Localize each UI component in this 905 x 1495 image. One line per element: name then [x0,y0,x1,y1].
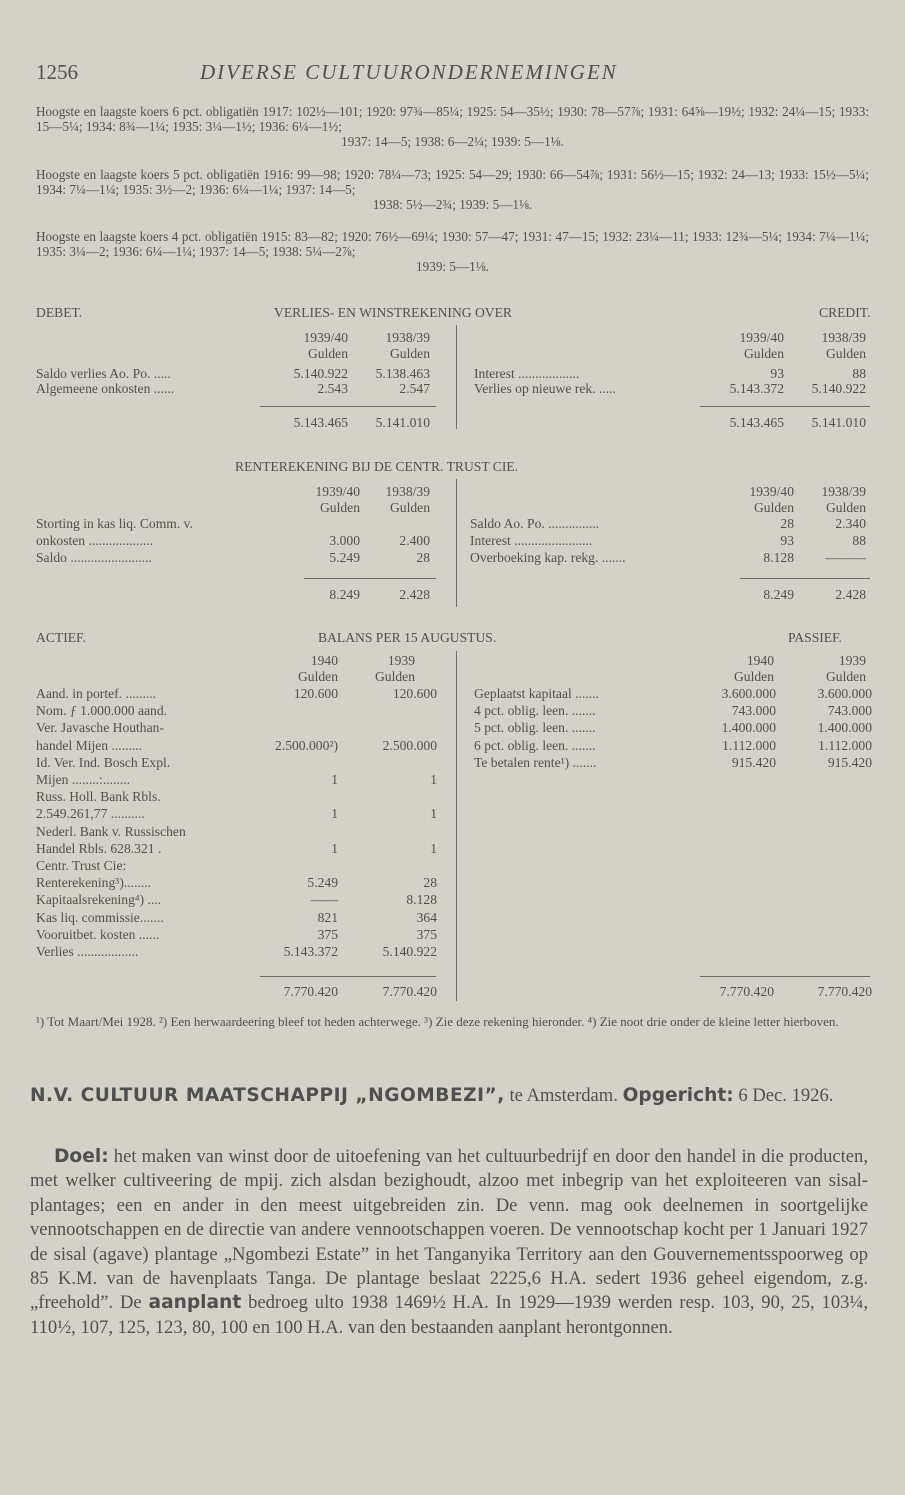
value-cell: 1 [331,806,338,822]
year-header: 1939/40 [315,484,360,499]
unit-header: Gulden [825,669,866,684]
row-label: Centr. Trust Cie: [36,858,127,873]
year-header: 1938/39 [821,330,866,345]
debet-label: DEBET. [36,305,83,320]
balans-title: BALANS PER 15 AUGUSTUS. [318,630,497,645]
renterekening-title: RENTEREKENING BIJ DE CENTR. TRUST CIE. [235,459,519,474]
row-label: Saldo verlies Ao. Po. ..... [36,366,171,381]
table-divider [456,479,457,607]
value-cell: 120.600 [392,686,437,701]
row-label: Interest ....................... [470,533,593,548]
value-cell: 5.249 [329,550,360,565]
row-label: 4 pct. oblig. leen. ....... [474,703,596,719]
row-label: 6 pct. oblig. leen. ....... [474,737,596,753]
total-rule [700,406,870,407]
page-number: 1256 [36,60,78,84]
total-rule [260,976,436,977]
value-cell: 1 [331,772,338,787]
value-cell: 915.420 [827,754,872,770]
koers-text: Hoogste en laagste koers 5 pct. obligatiën 1916: 99—98; 1920: 78¼—73; 1925: 54—29; 1930: 66—54⅞; 1931: 56½—15; 1932: 24—13; 1933: 15½—5¼; 1934: 7¼—1¼; 1935: 3½—2; 1936: 6¼—1¼; 1937: 14—5; [36,167,869,197]
value-cell: 3.600.000 [817,686,872,701]
value-cell: 2.500.000²) [275,737,338,753]
row-label: Interest .................. [474,366,580,381]
unit-header: Gulden [753,500,794,515]
row-label: Verlies .................. [36,944,139,959]
year-header: 1938/39 [385,484,430,499]
total-value: 2.428 [399,587,430,602]
value-cell: 3.600.000 [721,686,776,701]
row-label: Vooruitbet. kosten ...... [36,926,160,942]
opgericht-date: 6 Dec. 1926. [733,1085,834,1106]
value-cell: 5.140.922 [293,366,348,381]
row-label: Nom. ƒ 1.000.000 aand. [36,703,168,719]
value-cell: 28 [416,550,430,565]
year-header: 1939/40 [303,330,348,345]
total-value: 8.249 [329,587,360,602]
unit-header: Gulden [307,346,348,361]
value-cell: 2.340 [835,516,866,531]
value-cell: 1 [430,806,437,822]
value-cell: 8.128 [763,550,794,565]
value-cell: 2.547 [399,381,430,396]
unit-header: Gulden [733,669,774,684]
row-label: Kapitaalsrekening⁴) .... [36,892,162,908]
total-rule [260,406,436,407]
row-label: handel Mijen ......... [36,737,143,753]
doel-text-continued: bedroeg ulto 1938 1469½ H.A. In 1929—1939 werden resp. 103, 90, 25, 103¼, 110½, 107, 125, 123, 80, 100 en 100 H.A. van den bestaanden aanplant herontgonnen. [30,1292,869,1338]
total-value: 7.770.420 [719,984,774,999]
year-header: 1938/39 [385,330,430,345]
koers-text-last: 1938: 5½—2¾; 1939: 5—1⅛. [372,197,533,212]
row-label: Verlies op nieuwe rek. ..... [474,381,616,396]
value-cell: 3.000 [329,533,360,548]
row-label: Russ. Holl. Bank Rbls. [36,789,161,805]
company-name: N.V. CULTUUR MAATSCHAPPIJ „NGOMBEZI”, [30,1085,505,1106]
actief-label: ACTIEF. [36,630,86,645]
row-label: Algemeene onkosten ...... [36,381,175,396]
value-cell: 364 [416,909,437,925]
value-cell: 8.128 [406,892,437,908]
unit-header: Gulden [297,669,338,684]
row-label: Ver. Javasche Houthan- [36,720,164,736]
row-label: Saldo Ao. Po. ............... [470,516,600,531]
year-header: 1939 [387,653,415,668]
value-cell: 821 [317,909,338,925]
koers-paragraph-6pct [36,104,869,149]
row-label: Id. Ver. Ind. Bosch Expl. [36,754,171,770]
value-cell: 1 [430,772,437,787]
year-header: 1939/40 [739,330,784,345]
unit-header: Gulden [389,346,430,361]
company-heading-paragraph [30,1084,868,1108]
credit-label: CREDIT. [819,305,871,320]
doel-paragraph [30,1145,868,1340]
value-cell: 5.143.372 [283,944,338,959]
row-label: Handel Rbls. 628.321 . [36,840,162,856]
koers-paragraph-5pct [36,167,869,212]
unit-header: Gulden [374,669,415,684]
total-value: 7.770.420 [283,984,338,999]
value-cell: 1.112.000 [818,737,872,753]
value-cell: 1.112.000 [722,737,776,753]
value-cell: 743.000 [731,703,776,719]
total-rule [700,976,870,977]
page-header [36,60,869,90]
value-cell: 88 [852,366,866,381]
row-label: onkosten ................... [36,533,154,548]
value-cell: 1 [430,840,437,856]
value-cell: 5.138.463 [375,366,430,381]
year-header: 1940 [746,653,774,668]
opgericht-label: Opgericht: [622,1085,734,1106]
year-header: 1939 [838,653,866,668]
total-value: 5.141.010 [811,415,866,430]
value-cell: 1.400.000 [817,720,872,736]
value-cell: 743.000 [827,703,872,719]
value-cell: 2.543 [317,381,348,396]
doel-label: Doel: [54,1146,109,1167]
koers-text: Hoogste en laagste koers 6 pct. obligatiën 1917: 102½—101; 1920: 97¾—85¼; 1925: 54—35½; 1930: 78—57⅞; 1931: 64⅝—19½; 1932: 24¼—15; 1933: 15—5¼; 1934: 8¾—1¼; 1935: 3¼—1½; 1936: 6¼—1½; [36,104,869,134]
koers-text: Hoogste en laagste koers 4 pct. obligatiën 1915: 83—82; 1920: 76½—69¼; 1930: 57—47; 1931: 47—15; 1932: 23¼—11; 1933: 12¾—5¼; 1934: 7¼—1¼; 1935: 3¼—2; 1936: 6¼—1¼; 1937: 14—5; 1938: 5¼—2⅞; [36,229,869,259]
total-value: 7.770.420 [382,984,437,999]
value-cell: 120.600 [293,686,338,701]
total-value: 2.428 [835,587,866,602]
table-divider [456,651,457,1001]
value-cell: 93 [780,533,794,548]
value-cell: 28 [780,516,794,531]
koers-paragraph-4pct [36,229,869,274]
value-cell: 1 [331,840,338,856]
row-label: Overboeking kap. rekg. ....... [470,550,626,565]
row-label: Aand. in portef. ......... [36,686,157,701]
unit-header: Gulden [825,500,866,515]
row-label: Renterekening³)........ [36,875,152,891]
unit-header: Gulden [743,346,784,361]
total-value: 5.143.465 [293,415,348,430]
value-cell: 1.400.000 [721,720,776,736]
value-cell: 375 [317,926,338,942]
total-value: 5.143.465 [729,415,784,430]
row-label: Saldo ........................ [36,550,152,565]
row-label: 2.549.261,77 .......... [36,806,145,822]
year-header: 1939/40 [749,484,794,499]
value-cell: 93 [770,366,784,381]
aanplant-label: aanplant [148,1292,242,1314]
value-cell: 28 [423,875,437,891]
row-label: Geplaatst kapitaal ....... [474,686,599,701]
total-value: 5.141.010 [375,415,430,430]
year-header: 1938/39 [821,484,866,499]
row-label: 5 pct. oblig. leen. ....... [474,720,596,736]
value-cell: 88 [852,533,866,548]
value-cell: 5.140.922 [382,944,437,959]
unit-header: Gulden [825,346,866,361]
row-label: Mijen ........:........ [36,772,131,787]
unit-header: Gulden [319,500,360,515]
passief-label: PASSIEF. [788,630,842,645]
total-value: 7.770.420 [817,984,872,999]
koers-text-last: 1937: 14—5; 1938: 6—2¼; 1939: 5—1⅛. [341,134,564,149]
value-cell: 375 [416,926,437,942]
value-cell: —— [310,892,338,908]
value-cell: 2.400 [399,533,430,548]
row-label: Storting in kas liq. Comm. v. [36,516,193,531]
company-location: te Amsterdam. [504,1085,623,1106]
value-cell: 5.249 [307,875,338,891]
unit-header: Gulden [389,500,430,515]
doel-text: het maken van winst door de uitoefening van het cultuurbedrijf en door den handel in die producten, met welker cultiveering de mpij. zich alsdan bezighoudt, alzoo met inbegrip van het exploiteeren van sisal-plantages; een en ander in den meest uitgebreiden zin. De venn. mag ook deelnemen in soortgelijke vennootschappen en de directie van andere vennootschappen voeren. De vennootschap kocht per 1 Januari 1927 de sisal (agave) plantage „Ngombezi Estate” in het Tanganyika Territory aan den Gouvernementsspoorweg op 85 K.M. van de havenplaats Tanga. De plantage beslaat 2225,6 H.A. sedert 1936 geheel eigendom, z.g. „freehold”. De [30,1146,868,1314]
value-cell: 5.140.922 [811,381,866,396]
row-label: Te betalen rente¹) ....... [474,754,597,770]
value-cell: ——— [825,550,866,565]
total-rule [740,578,870,579]
value-cell: 5.143.372 [729,381,784,396]
total-rule [304,578,436,579]
koers-text-last: 1939: 5—1⅛. [416,259,489,274]
running-title: DIVERSE CULTUURONDERNEMINGEN [200,60,618,84]
value-cell: 915.420 [731,754,776,770]
footnotes: ¹) Tot Maart/Mei 1928. ²) Een herwaardeering bleef tot heden achterwege. ³) Zie deze rekening hieronder. ⁴) Zie noot drie onder de kleine letter hierboven. [36,1014,839,1029]
value-cell: 2.500.000 [382,737,437,753]
table-divider [456,325,457,429]
verlies-winst-title: VERLIES- EN WINSTREKENING OVER [274,305,512,320]
total-value: 8.249 [763,587,794,602]
year-header: 1940 [310,653,338,668]
row-label: Nederl. Bank v. Russischen [36,823,186,839]
row-label: Kas liq. commissie....... [36,909,164,925]
